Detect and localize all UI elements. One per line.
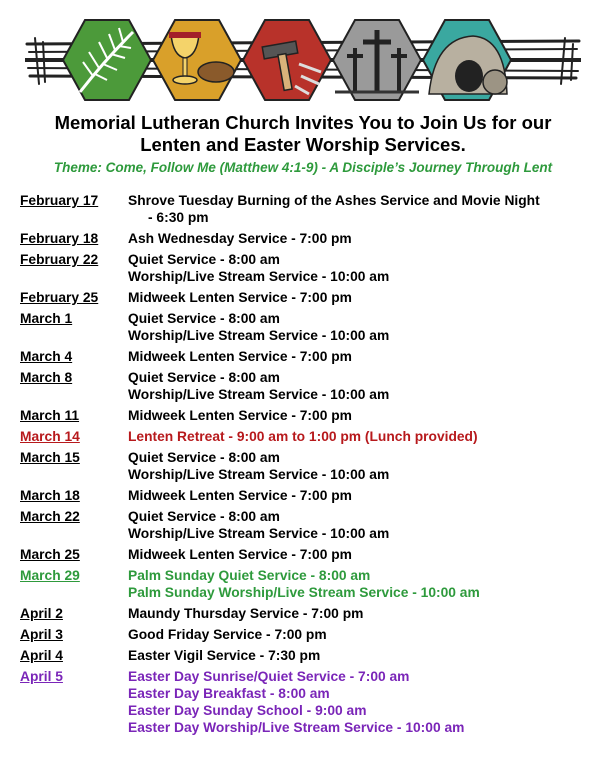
schedule-row bbox=[20, 487, 590, 504]
schedule-date: March 22 bbox=[20, 509, 80, 524]
service-line: Worship/Live Stream Service - 10:00 am bbox=[128, 269, 390, 284]
schedule-row bbox=[20, 230, 590, 247]
service-line: Midweek Lenten Service - 7:00 pm bbox=[128, 290, 352, 305]
schedule-date: April 2 bbox=[20, 606, 63, 621]
service-schedule bbox=[20, 192, 590, 740]
schedule-row-palm-sunday bbox=[20, 567, 590, 601]
service-line: Easter Day Breakfast - 8:00 am bbox=[128, 686, 330, 701]
service-line: Quiet Service - 8:00 am bbox=[128, 509, 280, 524]
schedule-date: February 18 bbox=[20, 231, 99, 246]
communion-chalice-bread-icon bbox=[153, 20, 241, 100]
service-line: Quiet Service - 8:00 am bbox=[128, 370, 280, 385]
service-line: Quiet Service - 8:00 am bbox=[128, 252, 280, 267]
service-line: Lenten Retreat - 9:00 am to 1:00 pm (Lunch provided) bbox=[128, 429, 478, 444]
schedule-date: March 25 bbox=[20, 547, 80, 562]
service-line: Good Friday Service - 7:00 pm bbox=[128, 627, 327, 642]
schedule-row bbox=[20, 310, 590, 344]
service-line: - 6:30 pm bbox=[148, 210, 209, 225]
service-line: Worship/Live Stream Service - 10:00 am bbox=[128, 328, 390, 343]
lent-easter-banner bbox=[25, 14, 581, 106]
schedule-row bbox=[20, 369, 590, 403]
schedule-row bbox=[20, 647, 590, 664]
schedule-row bbox=[20, 449, 590, 483]
service-line: Midweek Lenten Service - 7:00 pm bbox=[128, 547, 352, 562]
theme-subtitle: Theme: Come, Follow Me (Matthew 4:1-9) - A Disciple’s Journey Through Lent bbox=[53, 160, 553, 175]
schedule-row bbox=[20, 508, 590, 542]
schedule-date: March 8 bbox=[20, 370, 73, 385]
schedule-row bbox=[20, 546, 590, 563]
service-line: Worship/Live Stream Service - 10:00 am bbox=[128, 387, 390, 402]
service-line: Shrove Tuesday Burning of the Ashes Service and Movie Night bbox=[128, 193, 540, 208]
schedule-date: March 1 bbox=[20, 311, 73, 326]
hammer-nails-icon bbox=[243, 20, 331, 100]
service-line: Easter Day Sunrise/Quiet Service - 7:00 am bbox=[128, 669, 410, 684]
empty-tomb-icon bbox=[423, 20, 511, 100]
schedule-date: March 18 bbox=[20, 488, 80, 503]
page-title bbox=[0, 112, 606, 156]
schedule-row bbox=[20, 407, 590, 424]
schedule-date: February 25 bbox=[20, 290, 99, 305]
schedule-row bbox=[20, 251, 590, 285]
service-line: Quiet Service - 8:00 am bbox=[128, 450, 280, 465]
schedule-row-easter bbox=[20, 668, 590, 736]
title-line-1: Memorial Lutheran Church Invites You to Join Us for our bbox=[54, 112, 552, 133]
schedule-date: March 14 bbox=[20, 429, 80, 444]
service-line: Worship/Live Stream Service - 10:00 am bbox=[128, 467, 390, 482]
schedule-date: February 22 bbox=[20, 252, 99, 267]
schedule-date: February 17 bbox=[20, 193, 99, 208]
schedule-row bbox=[20, 626, 590, 643]
service-line: Quiet Service - 8:00 am bbox=[128, 311, 280, 326]
service-line: Maundy Thursday Service - 7:00 pm bbox=[128, 606, 364, 621]
schedule-date: April 5 bbox=[20, 669, 63, 684]
schedule-row bbox=[20, 289, 590, 306]
schedule-date: March 11 bbox=[20, 408, 80, 423]
schedule-row bbox=[20, 348, 590, 365]
schedule-date: April 3 bbox=[20, 627, 63, 642]
service-line: Palm Sunday Worship/Live Stream Service - 10:00 am bbox=[128, 585, 480, 600]
service-line: Ash Wednesday Service - 7:00 pm bbox=[128, 231, 352, 246]
schedule-row-retreat bbox=[20, 428, 590, 445]
service-line: Easter Day Sunday School - 9:00 am bbox=[128, 703, 367, 718]
schedule-date: March 4 bbox=[20, 349, 73, 364]
schedule-date: March 29 bbox=[20, 568, 80, 583]
service-line: Midweek Lenten Service - 7:00 pm bbox=[128, 488, 352, 503]
service-line: Midweek Lenten Service - 7:00 pm bbox=[128, 408, 352, 423]
service-line: Midweek Lenten Service - 7:00 pm bbox=[128, 349, 352, 364]
service-line: Palm Sunday Quiet Service - 8:00 am bbox=[128, 568, 371, 583]
title-line-2: Lenten and Easter Worship Services. bbox=[140, 134, 466, 155]
three-crosses-icon bbox=[333, 20, 421, 100]
service-line: Easter Day Worship/Live Stream Service - 10:00 am bbox=[128, 720, 465, 735]
schedule-row bbox=[20, 192, 590, 226]
schedule-date: March 15 bbox=[20, 450, 80, 465]
service-line: Worship/Live Stream Service - 10:00 am bbox=[128, 526, 390, 541]
schedule-row bbox=[20, 605, 590, 622]
palm-branch-icon bbox=[63, 20, 151, 100]
schedule-date: April 4 bbox=[20, 648, 63, 663]
service-line: Easter Vigil Service - 7:30 pm bbox=[128, 648, 321, 663]
